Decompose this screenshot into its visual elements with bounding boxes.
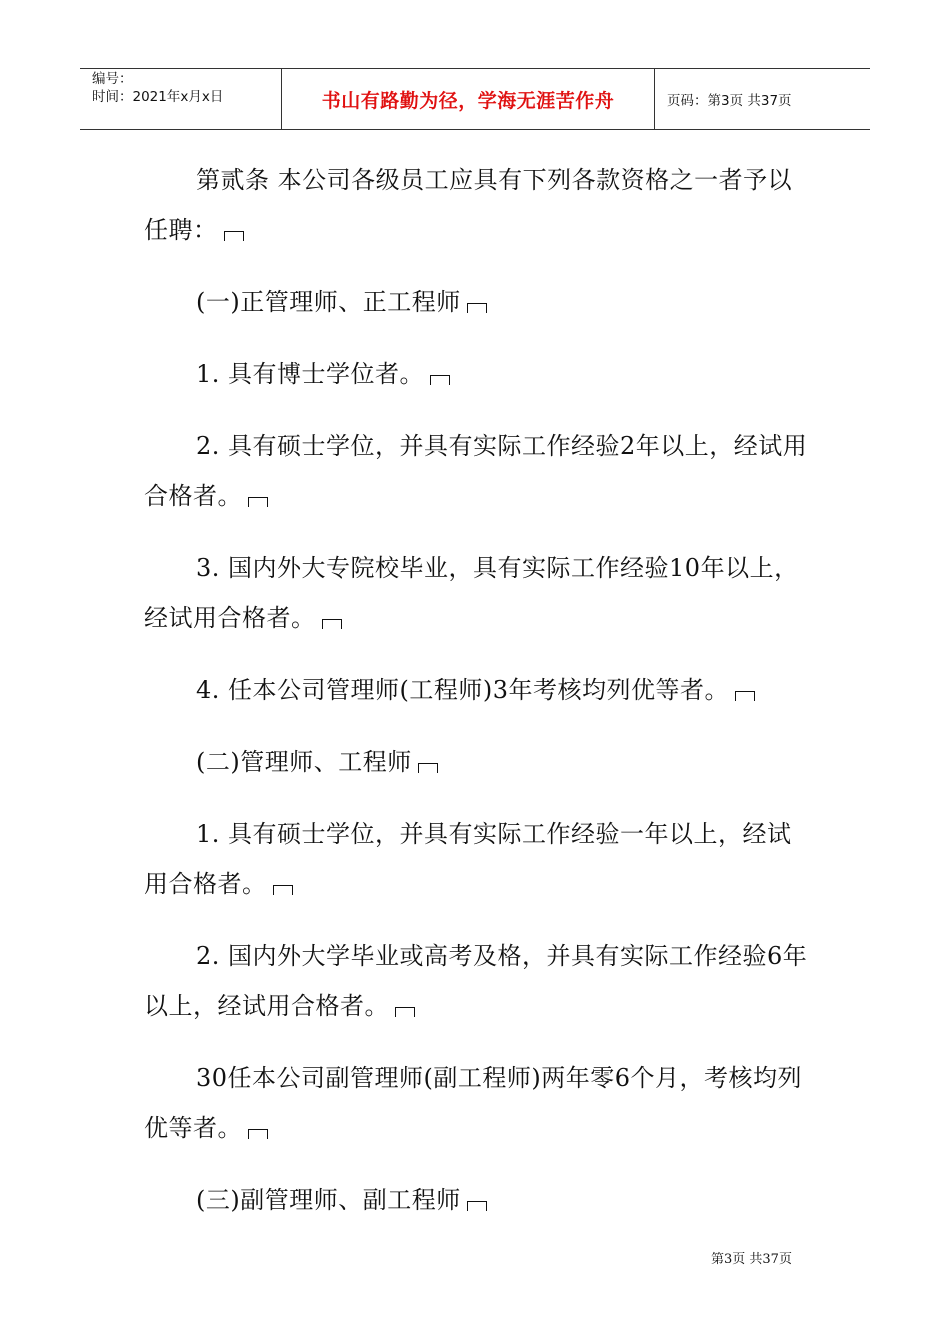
paragraph-mark-icon bbox=[322, 619, 342, 629]
paragraph bbox=[144, 421, 814, 521]
paragraph-mark-icon bbox=[248, 1129, 268, 1139]
page-header bbox=[80, 68, 870, 130]
paragraph-text: 30任本公司副管理师(副工程师)两年零6个月，考核均列优等者。 bbox=[144, 1064, 803, 1142]
paragraph bbox=[144, 1053, 814, 1153]
paragraph bbox=[144, 155, 814, 255]
paragraph-text: 2. 具有硕士学位，并具有实际工作经验2年以上，经试用合格者。 bbox=[144, 432, 808, 510]
paragraph-mark-icon bbox=[248, 497, 268, 507]
header-motto-cell bbox=[282, 69, 655, 129]
paragraph bbox=[144, 1175, 814, 1225]
paragraph-mark-icon bbox=[467, 303, 487, 313]
paragraph-mark-icon bbox=[273, 885, 293, 895]
paragraph-mark-icon bbox=[395, 1007, 415, 1017]
time-label: 时间：2021年x月x日 bbox=[92, 89, 224, 105]
paragraph-text: (三)副管理师、副工程师 bbox=[196, 1186, 461, 1214]
paragraph-mark-icon bbox=[735, 691, 755, 701]
page-info: 页码：第3页 共37页 bbox=[667, 93, 792, 109]
paragraph-text: 1. 具有硕士学位，并具有实际工作经验一年以上，经试用合格者。 bbox=[144, 820, 792, 898]
paragraph bbox=[144, 737, 814, 787]
paragraph-mark-icon bbox=[418, 763, 438, 773]
paragraph bbox=[144, 931, 814, 1031]
paragraph-mark-icon bbox=[224, 231, 244, 241]
paragraph-text: 第贰条 本公司各级员工应具有下列各款资格之一者予以任聘： bbox=[144, 166, 793, 244]
motto-text: 书山有路勤为径，学海无涯苦作舟 bbox=[321, 89, 615, 112]
document-body bbox=[144, 155, 814, 1247]
number-label: 编号： bbox=[92, 71, 133, 87]
paragraph-text: 3. 国内外大专院校毕业，具有实际工作经验10年以上，经试用合格者。 bbox=[144, 554, 799, 632]
paragraph-mark-icon bbox=[467, 1201, 487, 1211]
header-page-cell bbox=[655, 69, 882, 129]
paragraph-text: 2. 国内外大学毕业或高考及格，并具有实际工作经验6年以上，经试用合格者。 bbox=[144, 942, 808, 1020]
paragraph-text: (一)正管理师、正工程师 bbox=[196, 288, 461, 316]
paragraph bbox=[144, 665, 814, 715]
paragraph bbox=[144, 809, 814, 909]
paragraph bbox=[144, 349, 814, 399]
paragraph bbox=[144, 543, 814, 643]
paragraph bbox=[144, 277, 814, 327]
paragraph-text: 1. 具有博士学位者。 bbox=[196, 360, 425, 388]
page-footer bbox=[711, 1248, 792, 1267]
paragraph-text: 4. 任本公司管理师(工程师)3年考核均列优等者。 bbox=[196, 676, 730, 704]
footer-page-number: 第3页 共37页 bbox=[711, 1252, 792, 1267]
header-meta-cell bbox=[80, 69, 282, 129]
paragraph-mark-icon bbox=[430, 375, 450, 385]
paragraph-text: (二)管理师、工程师 bbox=[196, 748, 412, 776]
